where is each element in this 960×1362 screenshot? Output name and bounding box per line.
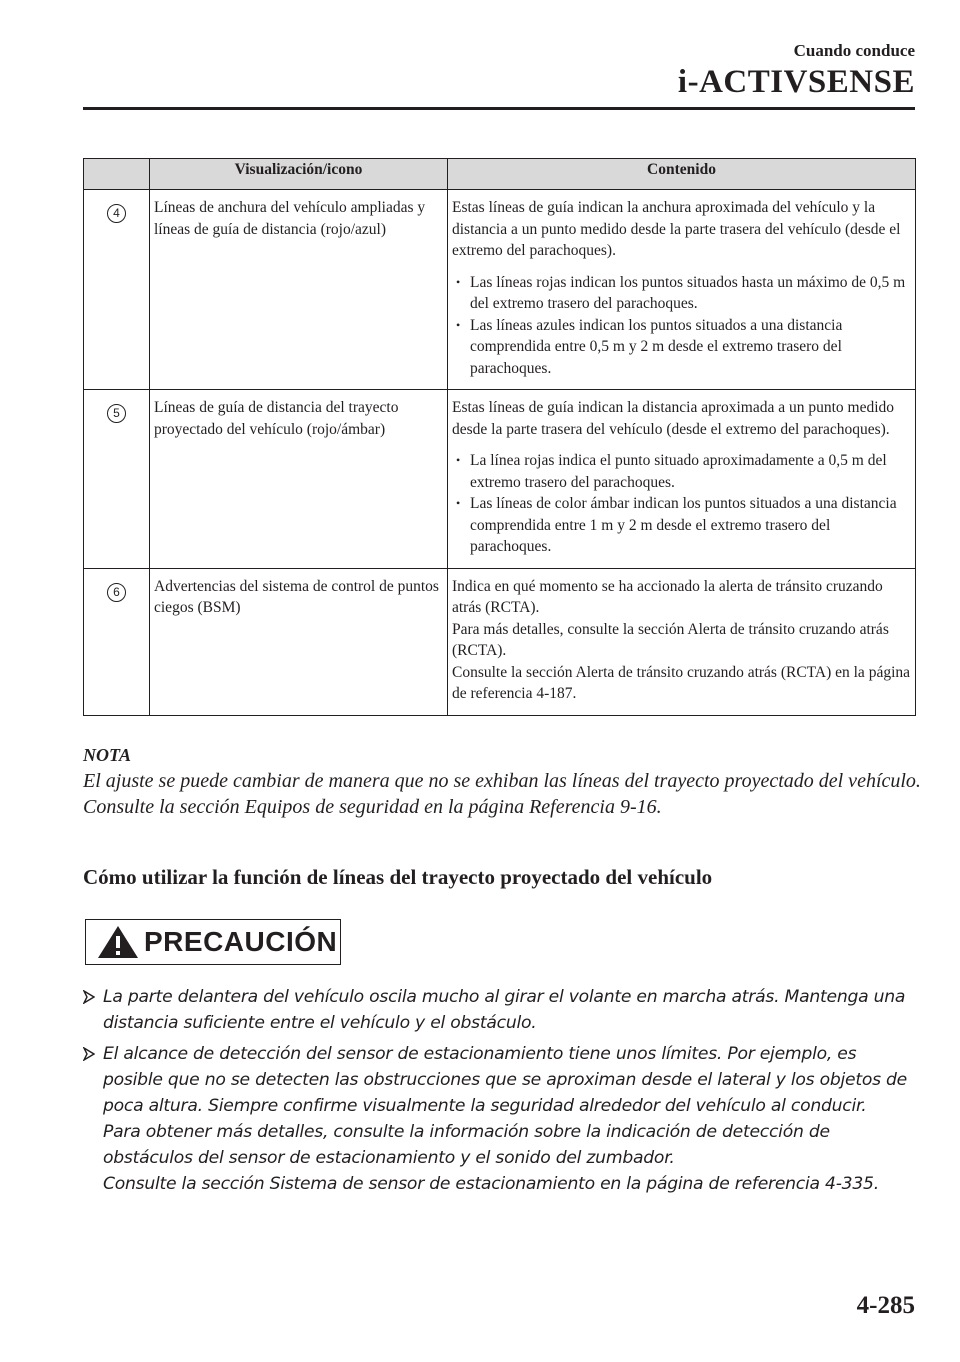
header-subtitle: Cuando conduce — [793, 41, 915, 60]
content-paragraph: Para más detalles, consulte la sección Alerta de tránsito cruzando atrás (RCTA). — [452, 620, 889, 659]
circled-number-badge: 5 — [107, 404, 126, 423]
row-number-cell — [84, 390, 150, 569]
row-number-cell — [84, 568, 150, 715]
note-text: Consulte la sección Equipos de seguridad en la página Referencia 9-16. — [83, 796, 662, 818]
caution-text: Consulte la sección Sistema de sensor de estacionamiento en la página de referencia 4-335. — [103, 1174, 879, 1194]
table-row — [84, 568, 916, 715]
content-bullets — [452, 272, 912, 380]
table-header-content: Contenido — [448, 159, 916, 190]
arrow-right-icon — [83, 1047, 95, 1061]
page-number: 4-285 — [856, 1292, 915, 1319]
list-item: • La línea rojas indica el punto situado aproximadamente a 0,5 m del extremo trasero del parachoques. — [452, 450, 912, 493]
arrow-right-icon — [83, 990, 95, 1004]
content-cell — [448, 190, 916, 390]
table-row — [84, 190, 916, 390]
display-cell: Advertencias del sistema de control de puntos ciegos (BSM) — [150, 568, 448, 715]
circled-number-badge: 6 — [107, 583, 126, 602]
caution-item — [83, 1041, 919, 1197]
header-title: i-ACTIVSENSE — [677, 64, 915, 100]
circled-number-badge: 4 — [107, 204, 126, 223]
caution-text: La parte delantera del vehículo oscila mucho al girar el volante en marcha atrás. Mantenga una distancia suficiente entre el vehículo y el obstáculo. — [103, 987, 906, 1033]
display-cell: Líneas de anchura del vehículo ampliadas y líneas de guía de distancia (rojo/azul) — [150, 190, 448, 390]
content-cell — [448, 568, 916, 715]
table-header-num — [84, 159, 150, 190]
content-lead: Estas líneas de guía indican la distancia aproximada a un punto medido desde la parte trasera del vehículo (desde el extremo del parachoques). — [452, 399, 895, 438]
display-cell: Líneas de guía de distancia del trayecto proyectado del vehículo (rojo/ámbar) — [150, 390, 448, 569]
note-text: El ajuste se puede cambiar de manera que no se exhiban las líneas del trayecto proyectado del vehículo. — [83, 770, 921, 792]
row-number-cell — [84, 190, 150, 390]
caution-header — [85, 919, 341, 965]
table-header-display: Visualización/icono — [150, 159, 448, 190]
content-bullets — [452, 450, 912, 558]
list-item: • Las líneas de color ámbar indican los puntos situados a una distancia comprendida entre 1 m y 2 m desde el extremo trasero del parachoques. — [452, 493, 912, 558]
content-cell — [448, 390, 916, 569]
content-paragraph: Indica en qué momento se ha accionado la alerta de tránsito cruzando atrás (RCTA). — [452, 577, 883, 616]
note-block — [83, 742, 923, 820]
header-divider — [83, 107, 915, 110]
warning-triangle-icon — [96, 924, 140, 960]
caution-item — [83, 984, 919, 1036]
note-label: NOTA — [83, 745, 132, 765]
table-row — [84, 390, 916, 569]
section-heading: Cómo utilizar la función de líneas del trayecto proyectado del vehículo — [83, 865, 713, 889]
caution-label: PRECAUCIÓN — [144, 926, 338, 957]
caution-text: Para obtener más detalles, consulte la información sobre la indicación de detección de obstáculos del sensor de estacionamiento y el sonido del zumbador. — [103, 1122, 830, 1168]
caution-list — [83, 984, 919, 1202]
page-header — [678, 40, 915, 102]
caution-text: El alcance de detección del sensor de estacionamiento tiene unos límites. Por ejemplo, es posible que no se detecten las obstrucciones que se aproximan desde el lateral y los objetos de poca altura. Siempre confirme visualmente la seguridad alrededor del vehículo al conducir. — [103, 1044, 908, 1116]
list-item: • Las líneas azules indican los puntos situados a una distancia comprendida entre 0,5 m y 2 m desde el extremo trasero del parachoques. — [452, 315, 912, 380]
table-header-row — [84, 159, 916, 190]
display-content-table — [83, 158, 916, 716]
list-item: • Las líneas rojas indican los puntos situados hasta un máximo de 0,5 m del extremo trasero del parachoques. — [452, 272, 912, 315]
content-lead: Estas líneas de guía indican la anchura aproximada del vehículo y la distancia a un punto medido desde la parte trasera del vehículo (desde el extremo del parachoques). — [452, 199, 901, 259]
content-paragraph: Consulte la sección Alerta de tránsito cruzando atrás (RCTA) en la página de referencia 4-187. — [452, 663, 911, 702]
